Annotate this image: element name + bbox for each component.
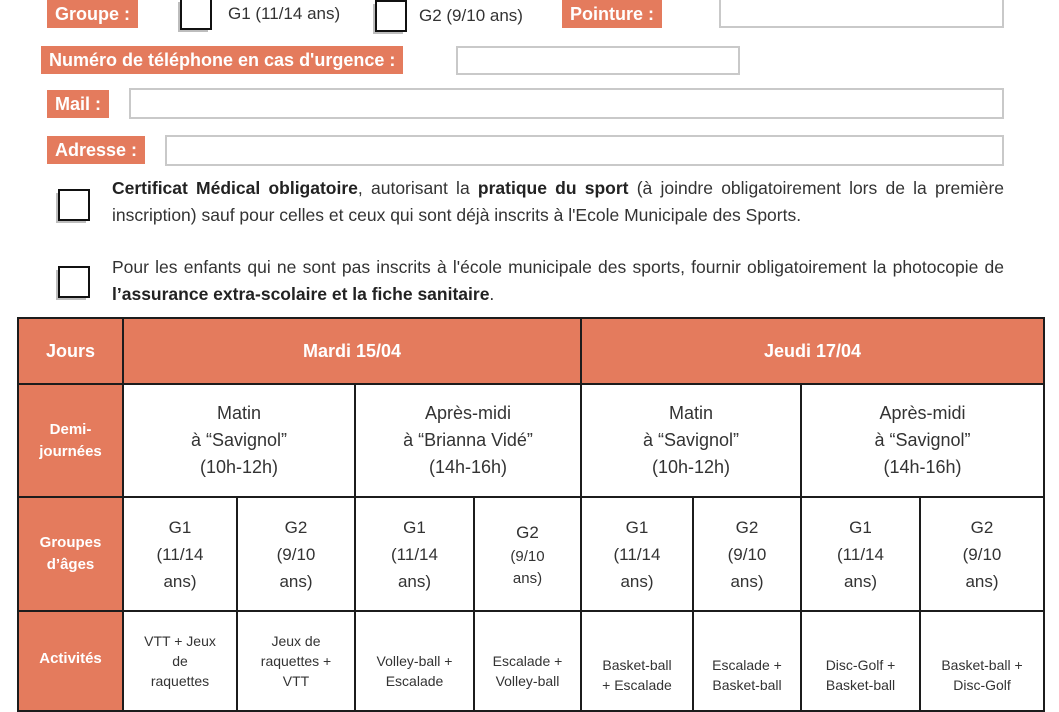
activity-line: raquettes + bbox=[260, 653, 332, 669]
activity-line: Escalade bbox=[385, 673, 444, 689]
activity-cell bbox=[355, 611, 474, 711]
session-hours: (10h-12h) bbox=[651, 457, 731, 477]
jours-header: Jours bbox=[18, 318, 123, 384]
sessions-row bbox=[18, 384, 1044, 497]
telephone-field[interactable] bbox=[456, 46, 740, 75]
group-age: (11/14 bbox=[837, 544, 884, 564]
group-cell bbox=[801, 497, 920, 611]
session-cell bbox=[123, 384, 355, 497]
mail-field[interactable] bbox=[129, 88, 1004, 119]
group-cell bbox=[693, 497, 801, 611]
telephone-label: Numéro de téléphone en cas d'urgence : bbox=[41, 46, 403, 74]
groupe-label: Groupe : bbox=[47, 0, 138, 28]
session-period: Matin bbox=[216, 403, 261, 423]
session-place: à “Savignol” bbox=[642, 430, 740, 450]
group-age: (11/14 bbox=[156, 544, 204, 564]
group-cell bbox=[237, 497, 355, 611]
activity-cell bbox=[581, 611, 693, 711]
assurance-bold-1: l’assurance extra-scolaire et la fiche sanitaire bbox=[112, 284, 490, 304]
group-age: (11/14 bbox=[613, 544, 661, 564]
session-hours: (10h-12h) bbox=[199, 457, 279, 477]
session-cell bbox=[581, 384, 801, 497]
group-age: (9/10 bbox=[510, 547, 545, 565]
certificat-bold-2: pratique du sport bbox=[477, 178, 629, 198]
group-ans: ans) bbox=[163, 571, 197, 591]
adresse-label: Adresse : bbox=[47, 136, 145, 164]
activity-line: + Escalade bbox=[602, 677, 672, 693]
assurance-text-2: . bbox=[489, 284, 495, 304]
group-age: (11/14 bbox=[391, 544, 438, 564]
activity-line: VTT + Jeux bbox=[144, 633, 216, 649]
assurance-checkbox[interactable] bbox=[58, 266, 90, 298]
group-name: G1 bbox=[403, 517, 426, 537]
session-cell bbox=[355, 384, 581, 497]
activity-line: Disc-Golf + bbox=[825, 657, 896, 673]
group-ans: ans) bbox=[730, 571, 764, 591]
group-name: G2 bbox=[735, 517, 759, 537]
g2-checkbox[interactable] bbox=[375, 0, 407, 32]
certificat-checkbox[interactable] bbox=[58, 189, 90, 221]
group-name: G1 bbox=[168, 517, 192, 537]
pointure-label: Pointure : bbox=[562, 0, 662, 28]
group-ans: ans) bbox=[279, 571, 313, 591]
activity-cell bbox=[474, 611, 581, 711]
activity-cell bbox=[693, 611, 801, 711]
demi-label-2: journées bbox=[39, 442, 102, 460]
activites-header: Activités bbox=[18, 611, 123, 711]
activity-line: Jeux de bbox=[271, 633, 321, 649]
group-cell bbox=[474, 497, 581, 611]
g2-label: G2 (9/10 ans) bbox=[419, 6, 523, 25]
group-cell bbox=[920, 497, 1044, 611]
session-period: Après-midi bbox=[424, 403, 512, 423]
activity-line: Escalade + bbox=[492, 653, 563, 669]
activity-line: Volley-ball bbox=[495, 673, 560, 689]
groupes-header bbox=[18, 497, 123, 611]
groupes-label-2: d’âges bbox=[46, 556, 95, 573]
assurance-text-1: Pour les enfants qui ne sont pas inscrits à l'école municipale des sports, fournir obligatoirement la photocopie de bbox=[112, 257, 1004, 277]
activity-line: Basket-ball bbox=[712, 677, 782, 693]
activity-line: VTT bbox=[282, 673, 310, 689]
demi-journees-header bbox=[18, 384, 123, 497]
session-hours: (14h-16h) bbox=[428, 457, 508, 477]
group-cell bbox=[355, 497, 474, 611]
session-place: à “Savignol” bbox=[874, 430, 971, 450]
schedule-table bbox=[17, 317, 1045, 712]
g1-checkbox[interactable] bbox=[180, 0, 212, 30]
demi-label-1: Demi- bbox=[49, 420, 92, 438]
session-place: à “Savignol” bbox=[190, 430, 288, 450]
activity-line: Basket-ball bbox=[825, 677, 896, 693]
group-cell bbox=[123, 497, 237, 611]
group-name: G2 bbox=[970, 517, 994, 537]
group-ans: ans) bbox=[512, 569, 543, 587]
session-hours: (14h-16h) bbox=[883, 457, 962, 477]
activity-line: Disc-Golf bbox=[953, 677, 1011, 693]
group-name: G1 bbox=[625, 517, 649, 537]
certificat-bold-1: Certificat Médical obligatoire bbox=[112, 178, 358, 198]
certificat-text-2: (à joindre obligatoirement lors de la première inscription) sauf pour celles et ceux qui sont déjà inscrits à l'Ecole Municipale des Sports. bbox=[112, 178, 1005, 225]
activity-line: raquettes bbox=[150, 673, 210, 689]
activity-line: de bbox=[172, 653, 188, 669]
days-row bbox=[18, 318, 1044, 384]
certificat-text bbox=[112, 175, 1004, 229]
group-ans: ans) bbox=[397, 571, 432, 591]
session-place: à “Brianna Vidé” bbox=[403, 430, 533, 450]
activity-cell bbox=[123, 611, 237, 711]
activity-line: Basket-ball bbox=[602, 657, 672, 673]
activity-line: Escalade + bbox=[712, 657, 782, 673]
activity-line: Volley-ball + bbox=[376, 653, 453, 669]
pointure-field[interactable] bbox=[719, 0, 1004, 28]
group-name: G1 bbox=[849, 517, 872, 537]
group-cell bbox=[581, 497, 693, 611]
group-ans: ans) bbox=[843, 571, 878, 591]
day2-header: Jeudi 17/04 bbox=[581, 318, 1044, 384]
session-period: Matin bbox=[668, 403, 713, 423]
day1-header: Mardi 15/04 bbox=[123, 318, 581, 384]
activity-line: Basket-ball + bbox=[941, 657, 1023, 673]
group-ans: ans) bbox=[620, 571, 654, 591]
certificat-text-1: , autorisant la bbox=[357, 178, 478, 198]
group-ans: ans) bbox=[965, 571, 999, 591]
group-age: (9/10 bbox=[727, 544, 767, 564]
activity-cell bbox=[237, 611, 355, 711]
activity-cell bbox=[801, 611, 920, 711]
session-period: Après-midi bbox=[879, 403, 966, 423]
activity-cell bbox=[920, 611, 1044, 711]
g1-label: G1 (11/14 ans) bbox=[228, 4, 341, 23]
group-age: (9/10 bbox=[962, 544, 1002, 564]
groupes-label-1: Groupes bbox=[39, 534, 102, 551]
group-age: (9/10 bbox=[276, 544, 316, 564]
groups-row bbox=[18, 497, 1044, 611]
assurance-text bbox=[112, 254, 1004, 308]
mail-label: Mail : bbox=[47, 90, 109, 118]
session-cell bbox=[801, 384, 1044, 497]
adresse-field[interactable] bbox=[165, 135, 1004, 166]
group-name: G2 bbox=[284, 517, 308, 537]
group-name: G2 bbox=[516, 522, 539, 542]
activities-row bbox=[18, 611, 1044, 711]
